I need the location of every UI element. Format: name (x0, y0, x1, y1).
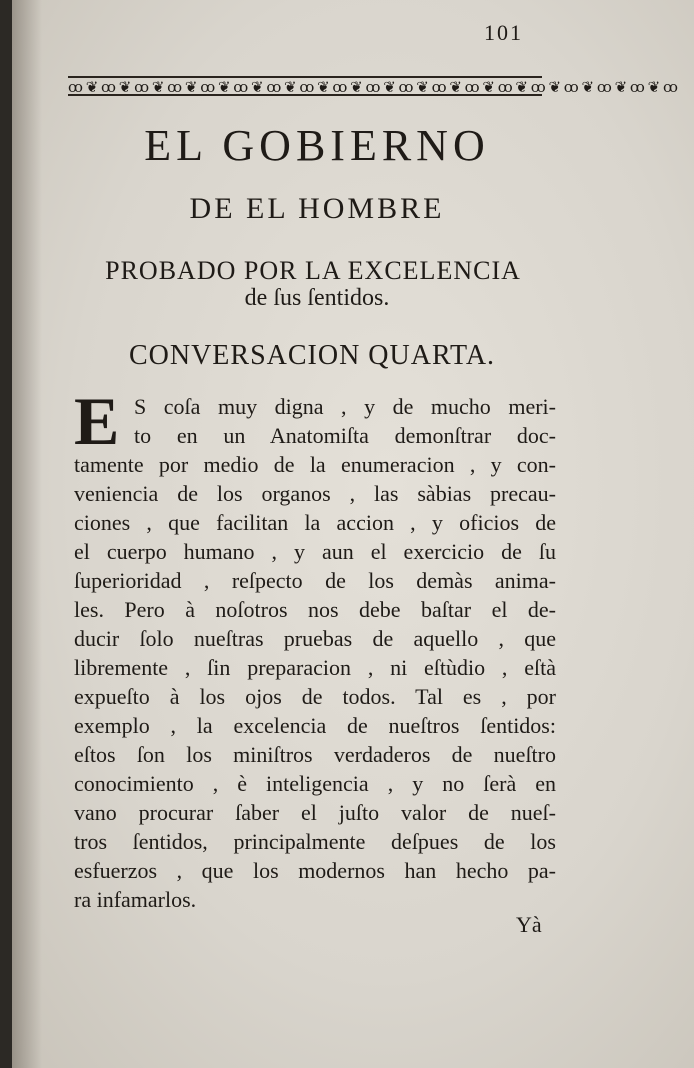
title-line-4: de ſus ſentidos. (244, 285, 390, 311)
text-line: eſtos ſon los miniſtros verdaderos de nueſtro (74, 742, 556, 767)
text-line: tros ſentidos, principalmente deſpues de los (74, 829, 556, 854)
text-line: expueſto à los ojos de todos. Tal es , por (74, 684, 556, 709)
text-line: el cuerpo humano , y aun el exercicio de ſu (74, 539, 556, 564)
text-line: to en un Anatomiſta demonſtrar doc- (134, 423, 556, 448)
title-line-3: PROBADO POR LA EXCELENCIA (105, 256, 521, 285)
text-line: ducir ſolo nueſtras pruebas de aquello , que (74, 626, 556, 651)
text-line: vano procurar ſaber el juſto valor de nueſ- (74, 800, 556, 825)
section-title: CONVERSACION QUARTA. (128, 340, 496, 371)
title-line-1: EL GOBIERNO (144, 121, 490, 170)
spine-shadow (12, 0, 42, 1068)
ornamental-border: ꝏ ❦ ꝏ ❦ ꝏ ❦ ꝏ ❦ ꝏ ❦ ꝏ ❦ ꝏ ❦ ꝏ ❦ ꝏ ❦ ꝏ ❦ ꝏ ❦ ꝏ ❦ ꝏ ❦ ꝏ ❦ ꝏ ❦ ꝏ ❦ ꝏ ❦ ꝏ ❦ ꝏ (68, 76, 542, 96)
text-line: S coſa muy digna , y de mucho meri- (134, 394, 556, 419)
text-line: veniencia de los organos , las sàbias precau- (74, 481, 556, 506)
drop-cap: E (74, 383, 120, 459)
page-number: 101 (484, 20, 523, 45)
text-line: exemplo , la excelencia de nueſtros ſentidos: (74, 713, 556, 738)
text-line: esfuerzos , que los modernos han hecho pa- (74, 858, 556, 883)
body-text (74, 383, 556, 914)
text-line: ra infamarlos. (74, 887, 197, 912)
text-line: libremente , ſin preparacion , ni eſtùdio , eſtà (74, 655, 556, 680)
text-line: les. Pero à noſotros nos debe baſtar el de- (74, 597, 556, 622)
text-line: tamente por medio de la enumeracion , y con- (74, 452, 556, 477)
text-line: ſuperioridad , reſpecto de los demàs anima- (74, 568, 556, 593)
book-page (12, 0, 694, 1068)
text-line: ciones , que facilitan la accion , y oficios de (74, 510, 556, 535)
text-line: conocimiento , è inteligencia , y no ſerà en (74, 771, 556, 796)
title-line-2: DE EL HOMBRE (189, 192, 445, 225)
catchword: Yà (516, 912, 542, 937)
